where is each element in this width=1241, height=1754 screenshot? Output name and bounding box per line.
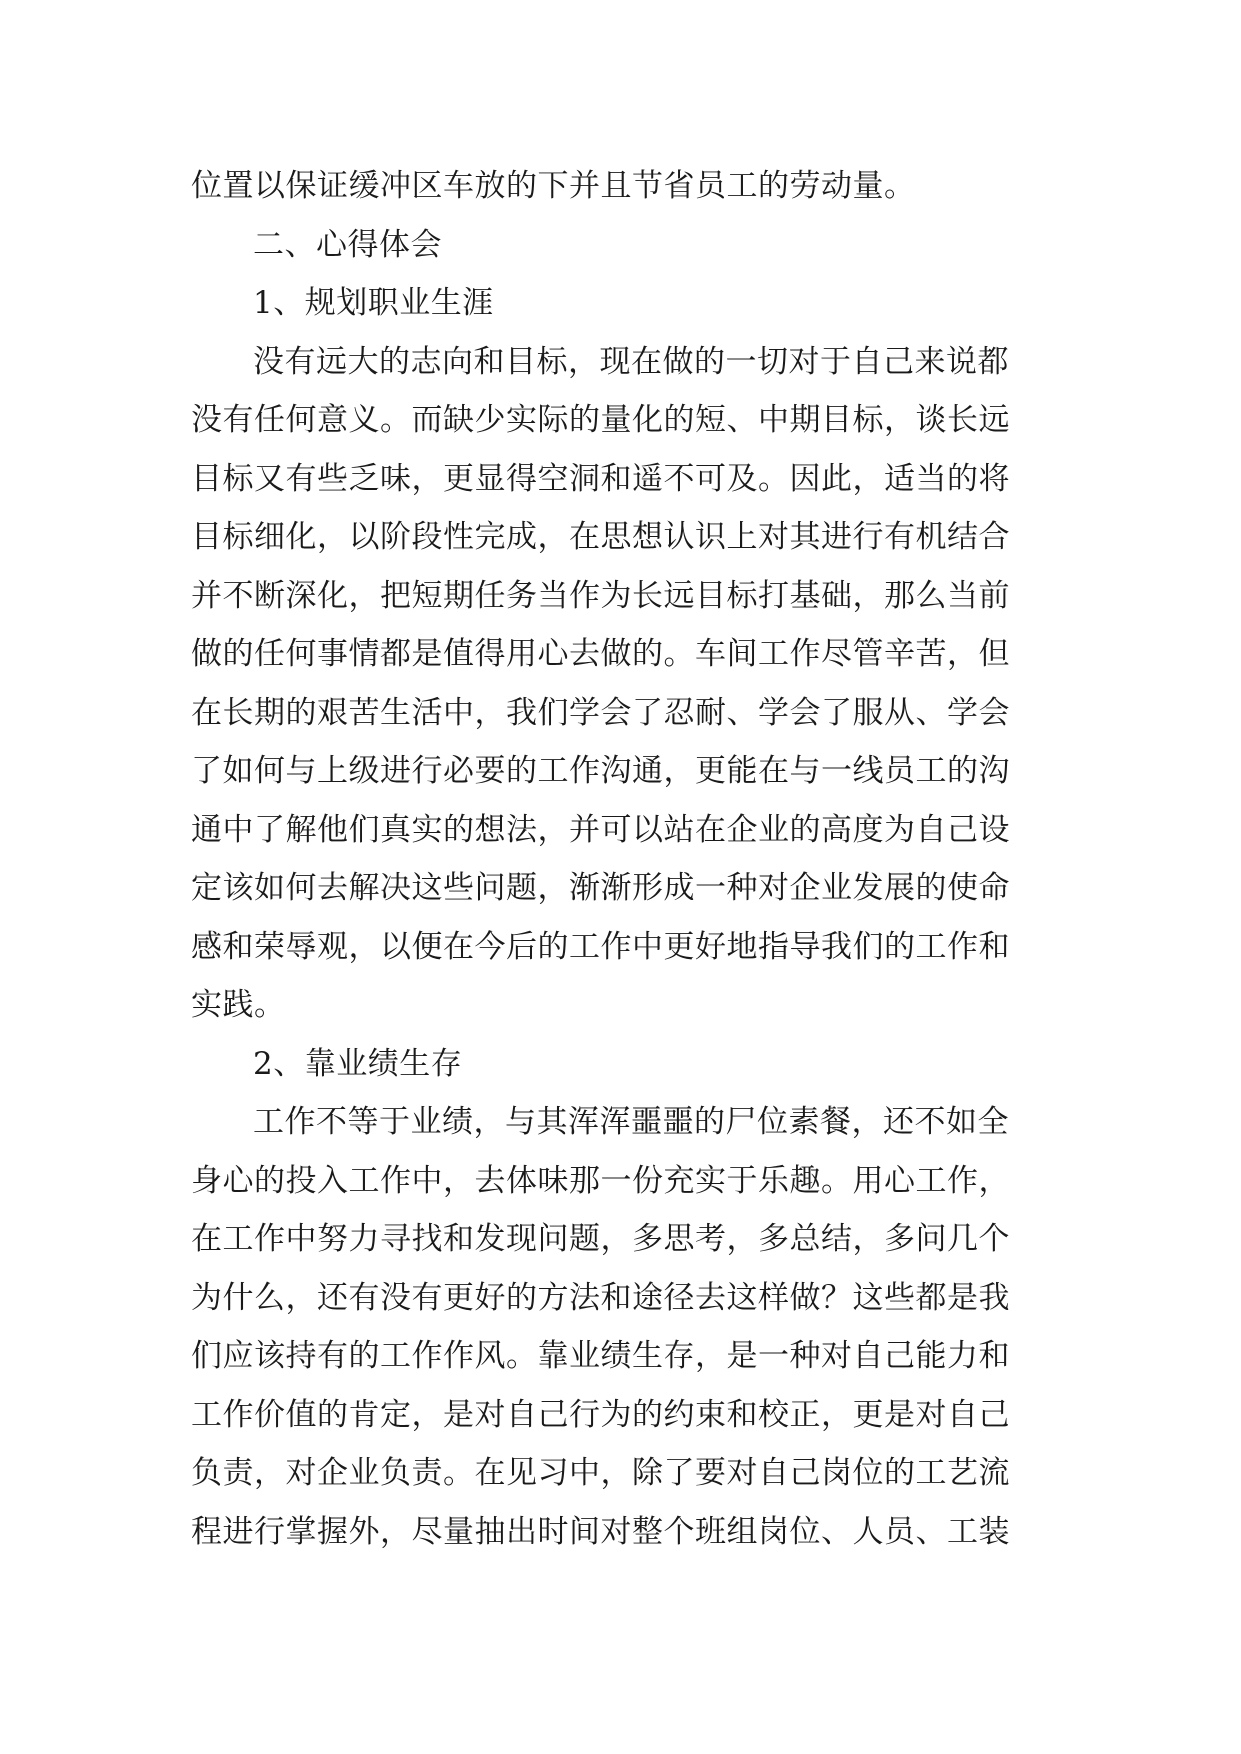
text-line: 位置以保证缓冲区车放的下并且节省员工的劳动量。 [191,168,916,204]
text-line: 为什么，还有没有更好的方法和途径去这样做？这些都是我 [191,1279,1010,1316]
text-line: 并不断深化，把短期任务当作为长远目标打基础，那么当前 [191,577,1010,614]
section-heading: 二、心得体会 [253,226,442,263]
text-line: 感和荣辱观，以便在今后的工作中更好地指导我们的工作和 [191,928,1010,965]
subsection-heading: 1、规划职业生涯 [253,285,494,321]
text-line: 身心的投入工作中，去体味那一份充实于乐趣。用心工作， [191,1162,1010,1199]
text-line: 通中了解他们真实的想法，并可以站在企业的高度为自己设 [191,811,1010,848]
text-line: 在工作中努力寻找和发现问题，多思考，多总结，多问几个 [191,1221,1010,1257]
text-line: 工作价值的肯定，是对自己行为的约束和校正，更是对自己 [191,1396,1010,1433]
text-line: 目标细化，以阶段性完成，在思想认识上对其进行有机结合 [191,519,1010,555]
text-line: 负责，对企业负责。在见习中，除了要对自己岗位的工艺流 [191,1455,1010,1491]
text-line: 目标又有些乏味，更显得空洞和遥不可及。因此，适当的将 [191,460,1010,497]
subsection-heading: 2、靠业绩生存 [253,1045,463,1082]
text-line: 程进行掌握外，尽量抽出时间对整个班组岗位、人员、工装 [191,1513,1010,1550]
text-line: 在长期的艰苦生活中，我们学会了忍耐、学会了服从、学会 [191,694,1010,731]
text-line: 做的任何事情都是值得用心去做的。车间工作尽管辛苦，但 [191,636,1010,672]
text-line: 没有任何意义。而缺少实际的量化的短、中期目标，谈长远 [191,402,1010,438]
text-line: 没有远大的志向和目标，现在做的一切对于自己来说都 [253,343,1009,380]
text-line: 定该如何去解决这些问题，渐渐形成一种对企业发展的使命 [191,870,1010,906]
text-line: 了如何与上级进行必要的工作沟通，更能在与一线员工的沟 [191,753,1010,789]
text-line: 实践。 [191,987,286,1023]
document-body [191,157,1051,1561]
text-line: 们应该持有的工作作风。靠业绩生存，是一种对自己能力和 [191,1338,1010,1374]
text-line: 工作不等于业绩，与其浑浑噩噩的尸位素餐，还不如全 [253,1104,1009,1140]
